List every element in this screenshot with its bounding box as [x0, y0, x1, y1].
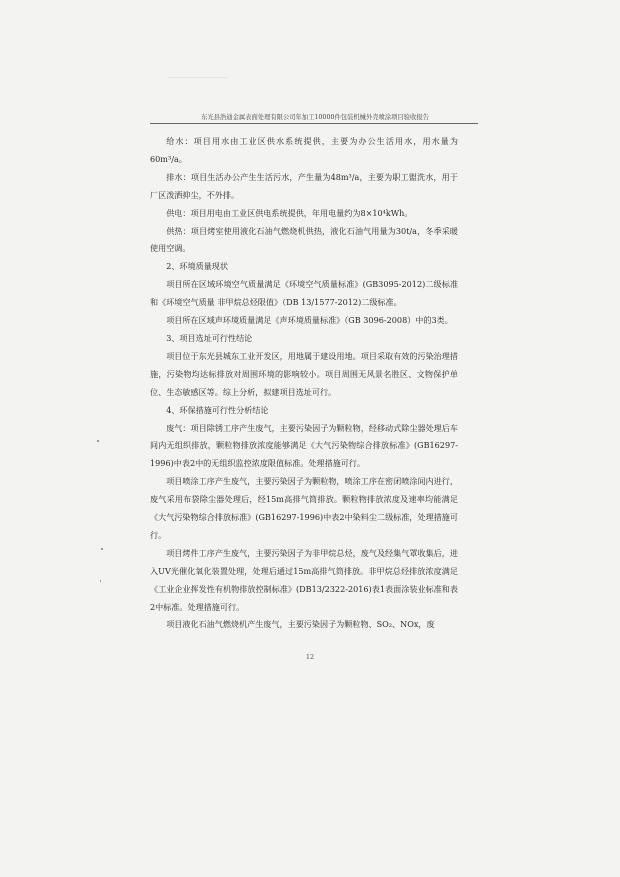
paragraph-power-supply: 供电：项目用电由工业区供电系统提供，年用电量约为8×10⁴kWh。 [166, 207, 413, 218]
page-number: 12 [305, 653, 315, 661]
paragraph-spraying-gas: 项目喷涂工序产生废气，主要污染因子为颗粒物，喷涂工序在密闭喷涂间内进行，废气采用布袋除尘器处理后，经15m高排气筒排放。颗粒物排放浓度及速率均能满足《大气污染物综合排放标准》(GB16297-1996)中表2中染料尘二级标准，处理措施可行。 [150, 476, 458, 540]
paragraph-site-selection: 项目位于东光县城东工业开发区，用地属于建设用地。项目采取有效的污染治理措施，污染物均达标排放对周围环境的影响较小。项目周围无风景名胜区、文物保护单位、生态敏感区等。综上分析，拟建项目选址可行。 [150, 350, 458, 397]
section-heading-environment-quality: 2、环境质量现状 [166, 261, 228, 272]
paragraph-baking-gas: 项目烤件工序产生废气，主要污染因子为非甲烷总烃，废气及经集气罩收集后，进入UV光催化氧化装置处理，处理后通过15m高排气筒排放。非甲烷总烃排放浓度满足《工业企业挥发性有机物排放控制标准》(DB13/2322-2016)表1表面涂装业标准和表2中标准。处理措施可行。 [150, 547, 458, 612]
scan-speck [101, 548, 103, 550]
paragraph-heating: 供热：项目烤室使用液化石油气燃烧机供热，液化石油气用量为30t/a，冬季采暖使用空调。 [150, 225, 458, 254]
paragraph-drainage: 排水：项目生活办公产生生活污水，产生量为48m³/a，主要为职工盥洗水，用于厂区泼洒抑尘，不外排。 [150, 171, 458, 200]
paragraph-lpg-burner-gas: 项目液化石油气燃烧机产生废气，主要污染因子为颗粒物、SO₂、NOx，废 [166, 619, 435, 630]
paragraph-rust-removal-gas: 废气：项目除锈工序产生废气，主要污染因子为颗粒物，经移动式除尘器处理后车间内无组织排放，颗粒物排放浓度能够满足《大气污染物综合排放标准》(GB16297-1996)中表2中的无组织监控浓度限值标准。处理措施可行。 [150, 422, 458, 469]
section-heading-protection-measures: 4、环保措施可行性分析结论 [166, 404, 269, 415]
scan-speck [97, 440, 99, 442]
paragraph-acoustic-quality: 项目所在区域声环境质量满足《声环境质量标准》（GB 3096-2008）中的3类。 [166, 315, 453, 326]
body-text [150, 133, 458, 634]
paragraph-air-quality: 项目所在区域环境空气质量满足《环境空气质量标准》(GB3095-2012)二级标准和《环境空气质量 非甲烷总烃限值》（DB 13/1577-2012)二级标准。 [150, 279, 458, 308]
paragraph-water-supply: 给水：项目用水由工业区供水系统提供，主要为办公生活用水，用水量为60m³/a。 [150, 136, 458, 164]
running-header: 东光县浩通金属表面处理有限公司年加工10000件包装机械外壳喷涂项目验收报告 [201, 114, 429, 121]
scan-speck [100, 580, 101, 582]
scan-speck [168, 77, 228, 78]
section-heading-site-selection: 3、项目选址可行性结论 [166, 332, 253, 343]
header-rule [150, 123, 478, 124]
